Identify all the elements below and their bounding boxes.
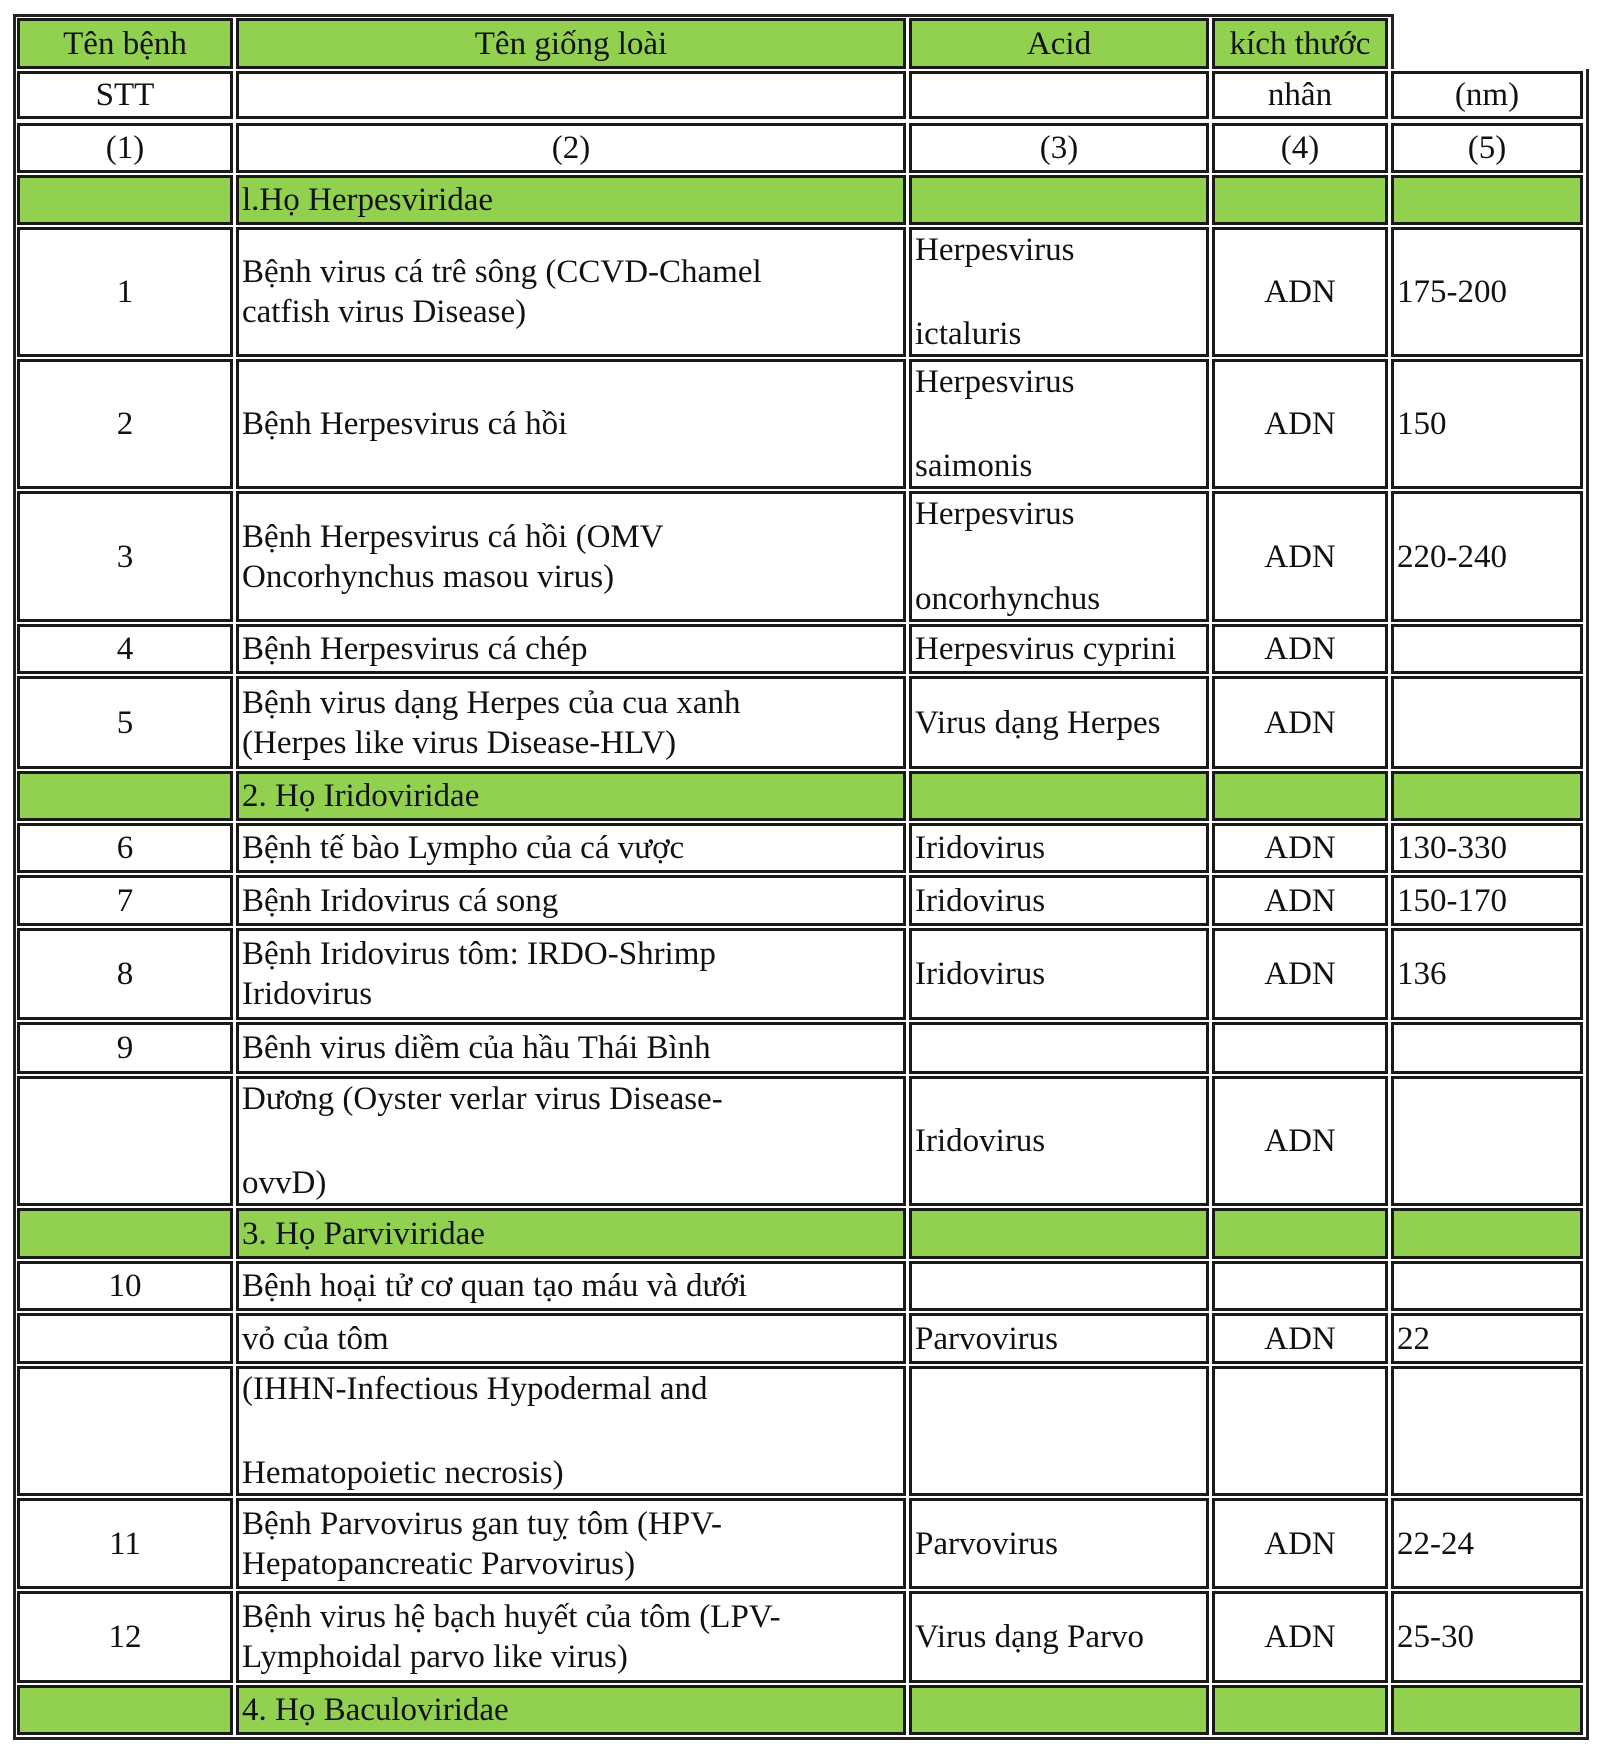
group-title-cell	[236, 1685, 906, 1735]
disease-name-cell	[236, 227, 906, 357]
group-title: 3. Họ Parviviridae	[242, 1215, 485, 1252]
species-line: Virus dạng Parvo	[915, 1619, 1144, 1655]
group-title: 4. Họ Baculoviridae	[242, 1692, 509, 1728]
stt-value: 12	[108, 1619, 142, 1655]
stt-cell	[17, 359, 233, 489]
stt-cell	[17, 1022, 233, 1074]
species-cell	[909, 1022, 1209, 1074]
disease-name-line: Bệnh Herpesvirus cá hồi	[242, 406, 568, 442]
group-empty-cell	[909, 1685, 1209, 1735]
virus-classification-table	[13, 14, 1589, 1740]
header-cell	[1391, 123, 1583, 173]
acid-cell	[1212, 676, 1388, 769]
header-cell	[1212, 71, 1388, 119]
disease-name-cell	[236, 359, 906, 489]
species-line: ictaluris	[915, 316, 1022, 352]
acid-cell	[1212, 624, 1388, 674]
size-cell	[1391, 1313, 1583, 1364]
acid-cell	[1212, 1366, 1388, 1496]
acid-cell	[1212, 1022, 1388, 1074]
table-border-right-upper	[1391, 14, 1394, 69]
species-cell	[909, 227, 1209, 357]
disease-name-cell	[236, 928, 906, 1020]
group-empty-cell	[1391, 771, 1583, 821]
disease-name-cell	[236, 875, 906, 926]
disease-name-line: Bệnh Iridovirus cá song	[242, 882, 559, 919]
disease-name-line: Oncorhynchus masou virus)	[242, 558, 615, 595]
disease-name-cell	[236, 624, 906, 674]
disease-name-line: ovvD)	[242, 1165, 327, 1201]
stt-value: 1	[116, 274, 134, 310]
size-cell	[1391, 491, 1583, 622]
size-value: 220-240	[1397, 538, 1507, 575]
acid-value: ADN	[1264, 1619, 1336, 1655]
group-empty-cell	[1212, 771, 1388, 821]
species-cell	[909, 624, 1209, 674]
acid-cell	[1212, 1261, 1388, 1311]
disease-name-cell	[236, 676, 906, 769]
acid-value: ADN	[1264, 956, 1336, 992]
species-cell	[909, 1366, 1209, 1496]
size-value: 136	[1397, 956, 1447, 992]
disease-name-line: Hepatopancreatic Parvovirus)	[242, 1545, 636, 1582]
header-cell	[17, 123, 233, 173]
disease-name-line: Bệnh virus dạng Herpes của cua xanh	[242, 684, 741, 721]
header-cell	[909, 123, 1209, 173]
disease-name-line: Bệnh Iridovirus tôm: IRDO-Shrimp	[242, 936, 716, 972]
header-acid: kích thước	[1229, 25, 1371, 62]
stt-cell	[17, 227, 233, 357]
header-cell	[1212, 123, 1388, 173]
species-line: Iridovirus	[915, 956, 1046, 992]
column-index: (4)	[1280, 130, 1320, 166]
size-value: 150-170	[1397, 882, 1507, 919]
size-value: 150	[1397, 406, 1447, 442]
species-line: Herpesvirus	[915, 232, 1075, 268]
stt-value: 8	[116, 956, 134, 992]
acid-value: ADN	[1264, 1525, 1336, 1562]
group-empty-cell	[1212, 175, 1388, 225]
group-empty-cell	[1212, 1208, 1388, 1259]
species-line: Herpesvirus	[915, 496, 1075, 532]
header-cell	[17, 71, 233, 119]
species-cell	[909, 359, 1209, 489]
stt-cell	[17, 1313, 233, 1364]
size-cell	[1391, 676, 1583, 769]
species-cell	[909, 875, 1209, 926]
acid-cell	[1212, 1076, 1388, 1206]
header-subtitle: (nm)	[1454, 77, 1520, 113]
acid-value: ADN	[1264, 631, 1336, 667]
size-cell	[1391, 1022, 1583, 1074]
acid-cell	[1212, 1313, 1388, 1364]
size-cell	[1391, 1498, 1583, 1589]
header-subtitle: STT	[95, 77, 155, 113]
disease-name-line: Bệnh Parvovirus gan tuỵ tôm (HPV-	[242, 1505, 723, 1542]
acid-value: ADN	[1264, 704, 1336, 741]
acid-cell	[1212, 928, 1388, 1020]
acid-cell	[1212, 359, 1388, 489]
stt-value: 11	[109, 1525, 141, 1562]
disease-name-cell	[236, 1366, 906, 1496]
header-species-name: Acid	[1026, 25, 1092, 62]
species-line: oncorhynchus	[915, 581, 1101, 617]
header-stt-label: Tên bệnh	[63, 25, 187, 62]
species-cell	[909, 1591, 1209, 1683]
group-empty-cell	[909, 1208, 1209, 1259]
disease-name-line: Iridovirus	[242, 976, 373, 1012]
disease-name-line: Bệnh virus cá trê sông (CCVD-Chamel	[242, 254, 762, 290]
size-cell	[1391, 928, 1583, 1020]
group-title: 2. Họ Iridoviridae	[242, 778, 480, 814]
species-line: Virus dạng Herpes	[915, 704, 1161, 741]
column-index: (2)	[551, 130, 591, 166]
acid-cell	[1212, 1591, 1388, 1683]
disease-name-line: catfish virus Disease)	[242, 294, 527, 330]
table-border-top	[13, 14, 1393, 17]
disease-name-line: Hematopoietic necrosis)	[242, 1455, 564, 1491]
disease-name-line: (IHHN-Infectious Hypodermal and	[242, 1371, 708, 1407]
species-cell	[909, 491, 1209, 622]
species-cell	[909, 823, 1209, 873]
stt-cell	[17, 1498, 233, 1589]
acid-value: ADN	[1264, 406, 1336, 442]
header-cell	[1391, 71, 1583, 119]
disease-name-cell	[236, 1498, 906, 1589]
header-cell	[236, 123, 906, 173]
group-empty-cell	[1391, 175, 1583, 225]
group-empty-cell	[1391, 1208, 1583, 1259]
acid-value: ADN	[1264, 274, 1336, 310]
size-cell	[1391, 1591, 1583, 1683]
acid-value: ADN	[1264, 1123, 1336, 1159]
disease-name-line: (Herpes like virus Disease-HLV)	[242, 724, 677, 761]
table-border-left	[13, 14, 16, 1740]
species-cell	[909, 1076, 1209, 1206]
group-empty-cell	[1391, 1685, 1583, 1735]
disease-name-cell	[236, 823, 906, 873]
column-index: (3)	[1039, 130, 1079, 166]
species-cell	[909, 1261, 1209, 1311]
stt-value: 5	[116, 704, 134, 741]
table-border-right	[1586, 69, 1589, 1740]
group-title-cell	[236, 1208, 906, 1259]
stt-cell	[17, 1366, 233, 1496]
stt-cell	[17, 928, 233, 1020]
species-line: saimonis	[915, 448, 1033, 484]
header-cell	[236, 71, 906, 119]
stt-cell	[17, 823, 233, 873]
stt-value: 6	[116, 830, 134, 866]
header-cell	[909, 71, 1209, 119]
acid-cell	[1212, 227, 1388, 357]
size-cell	[1391, 359, 1583, 489]
size-value: 25-30	[1397, 1619, 1474, 1655]
stt-cell	[17, 491, 233, 622]
size-value: 22	[1397, 1320, 1430, 1357]
disease-name-line: vỏ của tôm	[242, 1320, 389, 1357]
header-cell	[909, 18, 1209, 69]
group-title-cell	[236, 175, 906, 225]
stt-value: 9	[116, 1030, 134, 1066]
species-line: Iridovirus	[915, 830, 1046, 866]
size-value: 130-330	[1397, 830, 1507, 866]
stt-value: 2	[116, 406, 134, 442]
species-line: Herpesvirus	[915, 364, 1075, 400]
disease-name-line: Bệnh virus hệ bạch huyết của tôm (LPV-	[242, 1599, 781, 1635]
acid-cell	[1212, 491, 1388, 622]
disease-name-cell	[236, 491, 906, 622]
disease-name-line: Bệnh Herpesvirus cá chép	[242, 631, 588, 667]
stt-cell	[17, 1591, 233, 1683]
stt-value: 4	[116, 631, 134, 667]
acid-value: ADN	[1264, 1320, 1336, 1357]
stt-cell	[17, 1261, 233, 1311]
disease-name-line: Bệnh hoại tử cơ quan tạo máu và dưới	[242, 1268, 748, 1304]
size-cell	[1391, 1366, 1583, 1496]
species-cell	[909, 676, 1209, 769]
size-value: 175-200	[1397, 274, 1507, 310]
disease-name-cell	[236, 1076, 906, 1206]
group-title-cell	[236, 771, 906, 821]
header-cell	[236, 18, 906, 69]
acid-value: ADN	[1264, 538, 1336, 575]
disease-name-cell	[236, 1261, 906, 1311]
header-subtitle: nhân	[1267, 77, 1333, 113]
group-stt-cell	[17, 1685, 233, 1735]
stt-value: 3	[116, 538, 134, 575]
disease-name-cell	[236, 1022, 906, 1074]
disease-name-line: Lymphoidal parvo like virus)	[242, 1639, 628, 1675]
species-line: Iridovirus	[915, 1123, 1046, 1159]
size-cell	[1391, 1076, 1583, 1206]
species-line: Herpesvirus cyprini	[915, 631, 1177, 667]
header-cell	[1212, 18, 1388, 69]
table-border-bottom	[13, 1737, 1589, 1740]
stt-value: 7	[116, 882, 134, 919]
size-cell	[1391, 875, 1583, 926]
species-line: Iridovirus	[915, 882, 1046, 919]
header-disease-name: Tên giống loài	[474, 25, 668, 62]
acid-cell	[1212, 1498, 1388, 1589]
acid-value: ADN	[1264, 882, 1336, 919]
stt-cell	[17, 624, 233, 674]
group-title: l.Họ Herpesviridae	[242, 182, 494, 218]
stt-cell	[17, 1076, 233, 1206]
group-empty-cell	[909, 771, 1209, 821]
group-empty-cell	[909, 175, 1209, 225]
header-cell	[17, 18, 233, 69]
acid-cell	[1212, 823, 1388, 873]
size-cell	[1391, 227, 1583, 357]
species-line: Parvovirus	[915, 1320, 1058, 1357]
disease-name-line: Bệnh tế bào Lympho của cá vược	[242, 830, 685, 866]
acid-value: ADN	[1264, 830, 1336, 866]
stt-cell	[17, 875, 233, 926]
size-cell	[1391, 823, 1583, 873]
species-line: Parvovirus	[915, 1525, 1058, 1562]
disease-name-cell	[236, 1591, 906, 1683]
acid-cell	[1212, 875, 1388, 926]
group-stt-cell	[17, 175, 233, 225]
disease-name-line: Bệnh Herpesvirus cá hồi (OMV	[242, 518, 664, 555]
species-cell	[909, 928, 1209, 1020]
disease-name-line: Dương (Oyster verlar virus Disease-	[242, 1081, 723, 1117]
species-cell	[909, 1313, 1209, 1364]
group-empty-cell	[1212, 1685, 1388, 1735]
column-index: (1)	[105, 130, 145, 166]
species-cell	[909, 1498, 1209, 1589]
group-stt-cell	[17, 1208, 233, 1259]
group-stt-cell	[17, 771, 233, 821]
stt-cell	[17, 676, 233, 769]
disease-name-line: Bênh virus diềm của hầu Thái Bình	[242, 1030, 711, 1066]
column-index: (5)	[1467, 130, 1507, 166]
disease-name-cell	[236, 1313, 906, 1364]
size-cell	[1391, 624, 1583, 674]
size-value: 22-24	[1397, 1525, 1474, 1562]
size-cell	[1391, 1261, 1583, 1311]
stt-value: 10	[108, 1268, 142, 1304]
